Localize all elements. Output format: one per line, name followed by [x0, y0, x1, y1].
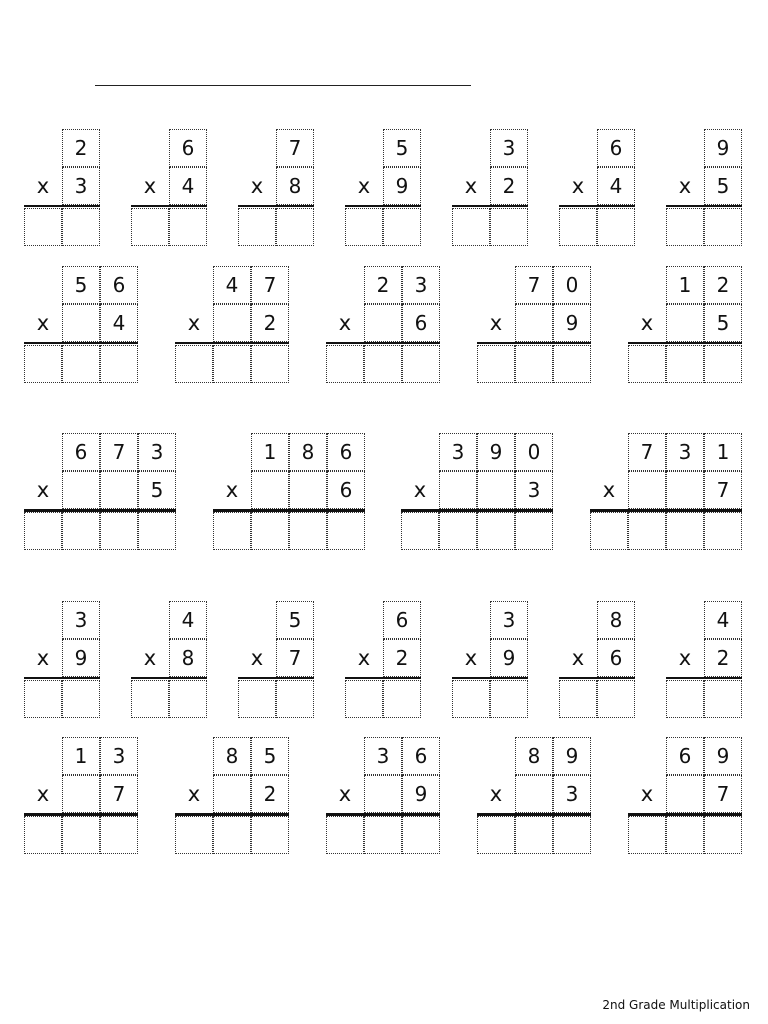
answer-line	[238, 205, 314, 207]
answer-box[interactable]	[238, 680, 276, 718]
multiplier-digit: 3	[553, 775, 591, 813]
multiplier-digit: 9	[62, 639, 100, 677]
blank-cell	[559, 601, 597, 639]
answer-box[interactable]	[100, 345, 138, 383]
answer-box[interactable]	[559, 208, 597, 246]
answer-box[interactable]	[62, 208, 100, 246]
blank-cell	[24, 433, 62, 471]
blank-cell	[401, 433, 439, 471]
answer-box[interactable]	[490, 208, 528, 246]
answer-box[interactable]	[704, 816, 742, 854]
answer-box[interactable]	[345, 208, 383, 246]
answer-box[interactable]	[289, 512, 327, 550]
multiplier-digit: 9	[383, 167, 421, 205]
answer-box[interactable]	[100, 512, 138, 550]
multiply-sign: x	[678, 174, 692, 198]
multiplicand-digit: 3	[490, 129, 528, 167]
multiplicand-digit: 6	[169, 129, 207, 167]
answer-box[interactable]	[666, 512, 704, 550]
multiply-sign: x	[187, 782, 201, 806]
multiplier-digit: 9	[490, 639, 528, 677]
blank-cell	[452, 129, 490, 167]
multiplier-blank-cell	[62, 304, 100, 342]
multiplicand-digit: 1	[62, 737, 100, 775]
blank-cell	[326, 737, 364, 775]
multiplier-blank-cell	[289, 471, 327, 509]
answer-box[interactable]	[590, 512, 628, 550]
multiplication-problem	[559, 601, 635, 719]
multiplicand-digit: 3	[490, 601, 528, 639]
answer-box[interactable]	[515, 512, 553, 550]
multiplicand-digit: 4	[213, 266, 251, 304]
multiplier-blank-cell	[62, 775, 100, 813]
multiplication-problem	[452, 601, 528, 719]
multiplicand-digit: 7	[100, 433, 138, 471]
multiply-sign: x	[36, 646, 50, 670]
multiplicand-digit: 3	[138, 433, 176, 471]
blank-cell	[175, 266, 213, 304]
multiplier-digit: 5	[138, 471, 176, 509]
answer-box[interactable]	[175, 345, 213, 383]
answer-box[interactable]	[704, 208, 742, 246]
multiplier-blank-cell	[213, 775, 251, 813]
multiplier-blank-cell	[515, 304, 553, 342]
multiplication-problem	[24, 266, 138, 384]
blank-cell	[559, 129, 597, 167]
multiply-sign: x	[678, 646, 692, 670]
multiplicand-digit: 2	[364, 266, 402, 304]
answer-box[interactable]	[24, 512, 62, 550]
answer-box[interactable]	[383, 680, 421, 718]
multiplication-problem	[477, 737, 591, 855]
answer-box[interactable]	[402, 816, 440, 854]
answer-box[interactable]	[666, 208, 704, 246]
multiplication-problem	[24, 129, 100, 247]
blank-cell	[666, 129, 704, 167]
multiplicand-digit: 6	[327, 433, 365, 471]
multiplication-problem	[628, 737, 742, 855]
multiplicand-digit: 9	[553, 737, 591, 775]
multiply-sign: x	[225, 478, 239, 502]
answer-box[interactable]	[131, 208, 169, 246]
multiplicand-digit: 1	[666, 266, 704, 304]
multiplicand-digit: 6	[383, 601, 421, 639]
blank-cell	[24, 129, 62, 167]
multiply-sign: x	[250, 174, 264, 198]
blank-cell	[24, 601, 62, 639]
multiply-sign: x	[489, 311, 503, 335]
multiplicand-digit: 8	[289, 433, 327, 471]
multiplier-blank-cell	[62, 471, 100, 509]
answer-box[interactable]	[666, 680, 704, 718]
answer-box[interactable]	[704, 680, 742, 718]
blank-cell	[628, 737, 666, 775]
answer-line	[24, 677, 100, 679]
multiplier-digit: 8	[276, 167, 314, 205]
answer-box[interactable]	[213, 345, 251, 383]
blank-cell	[666, 601, 704, 639]
blank-cell	[175, 737, 213, 775]
answer-box[interactable]	[327, 512, 365, 550]
blank-cell	[628, 266, 666, 304]
answer-box[interactable]	[597, 208, 635, 246]
multiplier-blank-cell	[515, 775, 553, 813]
answer-line	[175, 342, 289, 344]
answer-box[interactable]	[490, 680, 528, 718]
multiplicand-digit: 1	[704, 433, 742, 471]
answer-box[interactable]	[213, 512, 251, 550]
multiplication-problem	[175, 266, 289, 384]
multiply-sign: x	[571, 174, 585, 198]
multiplier-blank-cell	[628, 471, 666, 509]
multiplication-problem	[628, 266, 742, 384]
multiplicand-digit: 9	[704, 737, 742, 775]
multiplier-blank-cell	[213, 304, 251, 342]
multiplier-digit: 6	[327, 471, 365, 509]
multiplication-problem	[238, 601, 314, 719]
answer-box[interactable]	[24, 680, 62, 718]
multiplicand-digit: 5	[276, 601, 314, 639]
answer-box[interactable]	[175, 816, 213, 854]
multiplicand-digit: 3	[402, 266, 440, 304]
multiply-sign: x	[36, 174, 50, 198]
answer-line	[452, 205, 528, 207]
multiplier-digit: 7	[704, 775, 742, 813]
multiplier-digit: 6	[402, 304, 440, 342]
answer-box[interactable]	[666, 816, 704, 854]
multiplier-blank-cell	[439, 471, 477, 509]
multiplicand-digit: 3	[364, 737, 402, 775]
multiplicand-digit: 2	[62, 129, 100, 167]
multiplicand-digit: 7	[276, 129, 314, 167]
answer-line	[452, 677, 528, 679]
multiplier-blank-cell	[666, 775, 704, 813]
answer-box[interactable]	[477, 512, 515, 550]
answer-line	[24, 205, 100, 207]
answer-box[interactable]	[24, 345, 62, 383]
answer-box[interactable]	[24, 816, 62, 854]
answer-box[interactable]	[169, 680, 207, 718]
answer-box[interactable]	[553, 816, 591, 854]
blank-cell	[477, 737, 515, 775]
multiplier-digit: 5	[704, 304, 742, 342]
answer-box[interactable]	[345, 680, 383, 718]
answer-box[interactable]	[326, 816, 364, 854]
multiplier-blank-cell	[100, 471, 138, 509]
multiplier-digit: 3	[62, 167, 100, 205]
multiplication-problem	[213, 433, 365, 551]
blank-cell	[24, 737, 62, 775]
multiply-sign: x	[143, 174, 157, 198]
multiplier-digit: 7	[276, 639, 314, 677]
multiplicand-digit: 3	[100, 737, 138, 775]
answer-box[interactable]	[477, 816, 515, 854]
multiplier-digit: 2	[251, 775, 289, 813]
multiply-sign: x	[464, 174, 478, 198]
answer-line	[559, 205, 635, 207]
blank-cell	[345, 601, 383, 639]
multiply-sign: x	[413, 478, 427, 502]
multiplier-digit: 8	[169, 639, 207, 677]
multiply-sign: x	[602, 478, 616, 502]
multiplier-blank-cell	[477, 471, 515, 509]
blank-cell	[477, 266, 515, 304]
multiplication-problem	[24, 601, 100, 719]
multiplication-problem	[326, 266, 440, 384]
blank-cell	[213, 433, 251, 471]
multiplicand-digit: 3	[62, 601, 100, 639]
multiply-sign: x	[640, 782, 654, 806]
multiplicand-digit: 7	[251, 266, 289, 304]
blank-cell	[238, 129, 276, 167]
answer-box[interactable]	[276, 680, 314, 718]
multiplicand-digit: 4	[169, 601, 207, 639]
answer-box[interactable]	[597, 680, 635, 718]
multiplication-problem	[175, 737, 289, 855]
multiplication-problem	[345, 129, 421, 247]
answer-box[interactable]	[62, 345, 100, 383]
blank-cell	[345, 129, 383, 167]
answer-box[interactable]	[559, 680, 597, 718]
answer-box[interactable]	[402, 345, 440, 383]
multiply-sign: x	[338, 311, 352, 335]
answer-box[interactable]	[477, 345, 515, 383]
multiplicand-digit: 6	[100, 266, 138, 304]
multiplication-problem	[401, 433, 553, 551]
multiply-sign: x	[143, 646, 157, 670]
answer-box[interactable]	[704, 345, 742, 383]
multiplier-digit: 9	[402, 775, 440, 813]
answer-box[interactable]	[515, 816, 553, 854]
answer-box[interactable]	[364, 345, 402, 383]
answer-box[interactable]	[628, 345, 666, 383]
blank-cell	[131, 129, 169, 167]
multiplier-digit: 6	[597, 639, 635, 677]
multiplication-problem	[345, 601, 421, 719]
multiply-sign: x	[36, 478, 50, 502]
multiplicand-digit: 5	[62, 266, 100, 304]
answer-line	[24, 342, 138, 344]
multiplier-digit: 2	[704, 639, 742, 677]
multiply-sign: x	[36, 782, 50, 806]
multiplier-blank-cell	[364, 775, 402, 813]
answer-line	[666, 677, 742, 679]
answer-box[interactable]	[452, 680, 490, 718]
blank-cell	[238, 601, 276, 639]
answer-box[interactable]	[401, 512, 439, 550]
answer-box[interactable]	[169, 208, 207, 246]
answer-box[interactable]	[138, 512, 176, 550]
multiplier-blank-cell	[251, 471, 289, 509]
answer-box[interactable]	[364, 816, 402, 854]
multiplier-blank-cell	[364, 304, 402, 342]
answer-box[interactable]	[131, 680, 169, 718]
blank-cell	[590, 433, 628, 471]
multiplicand-digit: 3	[439, 433, 477, 471]
multiplier-digit: 4	[100, 304, 138, 342]
answer-line	[131, 677, 207, 679]
answer-box[interactable]	[383, 208, 421, 246]
answer-box[interactable]	[251, 345, 289, 383]
multiply-sign: x	[36, 311, 50, 335]
multiplication-problem	[477, 266, 591, 384]
multiplicand-digit: 7	[628, 433, 666, 471]
multiply-sign: x	[489, 782, 503, 806]
answer-line	[666, 205, 742, 207]
answer-box[interactable]	[62, 680, 100, 718]
multiplicand-digit: 9	[704, 129, 742, 167]
blank-cell	[326, 266, 364, 304]
multiplicand-digit: 6	[597, 129, 635, 167]
multiplicand-digit: 5	[251, 737, 289, 775]
answer-line	[345, 677, 421, 679]
multiply-sign: x	[338, 782, 352, 806]
answer-box[interactable]	[251, 512, 289, 550]
name-line[interactable]	[95, 85, 471, 86]
multiplication-problem	[326, 737, 440, 855]
multiplication-problem	[131, 601, 207, 719]
multiplicand-digit: 5	[383, 129, 421, 167]
multiply-sign: x	[464, 646, 478, 670]
answer-box[interactable]	[251, 816, 289, 854]
multiplication-problem	[24, 433, 176, 551]
answer-line	[131, 205, 207, 207]
multiplicand-digit: 3	[666, 433, 704, 471]
multiplication-problem	[238, 129, 314, 247]
multiply-sign: x	[571, 646, 585, 670]
multiply-sign: x	[250, 646, 264, 670]
answer-box[interactable]	[628, 816, 666, 854]
multiplier-digit: 5	[704, 167, 742, 205]
multiplicand-digit: 9	[477, 433, 515, 471]
multiplier-digit: 4	[597, 167, 635, 205]
answer-box[interactable]	[24, 208, 62, 246]
answer-box[interactable]	[100, 816, 138, 854]
multiplication-problem	[24, 737, 138, 855]
answer-box[interactable]	[553, 345, 591, 383]
multiplier-digit: 2	[251, 304, 289, 342]
blank-cell	[452, 601, 490, 639]
answer-line	[345, 205, 421, 207]
answer-box[interactable]	[666, 345, 704, 383]
multiplication-problem	[559, 129, 635, 247]
answer-box[interactable]	[276, 208, 314, 246]
multiplicand-digit: 1	[251, 433, 289, 471]
multiplier-digit: 2	[383, 639, 421, 677]
multiplicand-digit: 6	[666, 737, 704, 775]
multiplier-digit: 7	[704, 471, 742, 509]
answer-line	[559, 677, 635, 679]
multiplicand-digit: 6	[402, 737, 440, 775]
multiplicand-digit: 7	[515, 266, 553, 304]
answer-line	[477, 342, 591, 344]
answer-box[interactable]	[238, 208, 276, 246]
answer-line	[326, 342, 440, 344]
multiplicand-digit: 0	[515, 433, 553, 471]
answer-box[interactable]	[704, 512, 742, 550]
answer-box[interactable]	[62, 512, 100, 550]
multiplier-digit: 9	[553, 304, 591, 342]
multiply-sign: x	[357, 174, 371, 198]
multiplicand-digit: 4	[704, 601, 742, 639]
multiplier-digit: 7	[100, 775, 138, 813]
multiply-sign: x	[187, 311, 201, 335]
answer-box[interactable]	[515, 345, 553, 383]
answer-box[interactable]	[439, 512, 477, 550]
answer-line	[238, 677, 314, 679]
multiplication-problem	[131, 129, 207, 247]
multiplier-blank-cell	[666, 471, 704, 509]
multiplicand-digit: 2	[704, 266, 742, 304]
answer-box[interactable]	[326, 345, 364, 383]
multiplicand-digit: 8	[213, 737, 251, 775]
multiplicand-digit: 8	[597, 601, 635, 639]
multiplier-blank-cell	[666, 304, 704, 342]
multiplication-problem	[452, 129, 528, 247]
answer-line	[628, 342, 742, 344]
multiplier-digit: 3	[515, 471, 553, 509]
multiplication-problem	[666, 129, 742, 247]
multiplication-problem	[590, 433, 742, 551]
footer-title: 2nd Grade Multiplication	[602, 998, 750, 1012]
answer-box[interactable]	[628, 512, 666, 550]
blank-cell	[131, 601, 169, 639]
multiplicand-digit: 6	[62, 433, 100, 471]
multiply-sign: x	[640, 311, 654, 335]
answer-box[interactable]	[452, 208, 490, 246]
multiplicand-digit: 0	[553, 266, 591, 304]
answer-box[interactable]	[62, 816, 100, 854]
multiply-sign: x	[357, 646, 371, 670]
multiplication-problem	[666, 601, 742, 719]
multiplicand-digit: 8	[515, 737, 553, 775]
blank-cell	[24, 266, 62, 304]
multiplier-digit: 4	[169, 167, 207, 205]
answer-box[interactable]	[213, 816, 251, 854]
multiplier-digit: 2	[490, 167, 528, 205]
